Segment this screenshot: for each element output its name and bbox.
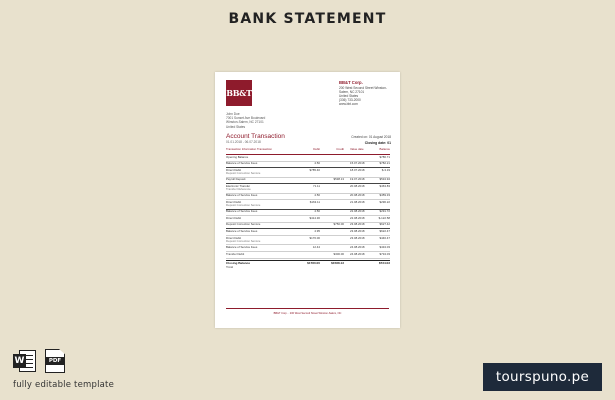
- closing-label-text: Closing Balance: [226, 261, 251, 266]
- row-description-text: Opening Balance: [226, 155, 249, 159]
- row-description-text: Electronic Transfer: [226, 184, 251, 188]
- row-description: [226, 185, 296, 191]
- row-value-date: 21.08.2018: [350, 200, 365, 204]
- bank-info: [339, 80, 397, 107]
- row-balance: $296.22: [379, 200, 390, 204]
- bank-address-line: (336) 733-2000: [339, 98, 361, 103]
- row-balance: $459.33: [379, 194, 390, 198]
- footer-rule: [226, 308, 389, 309]
- row-balance: $291.72: [379, 210, 390, 214]
- row-description-text: Balance of Service Fees: [226, 245, 258, 249]
- row-balance: $622.47: [379, 229, 390, 233]
- row-value-date: 19.07.2018: [350, 178, 365, 182]
- row-debit: 4.50: [314, 210, 320, 214]
- closing-date: Closing date: 01: [364, 141, 391, 145]
- row-balance: $446.47: [379, 236, 390, 240]
- row-description: [226, 178, 296, 181]
- row-balance: $627.42: [379, 223, 390, 227]
- word-badge: W: [14, 356, 25, 366]
- row-description-text: Balance of Service Fees: [226, 229, 258, 233]
- bank-address-line: www.bbt.com: [339, 102, 358, 107]
- closing-debit: $1780.00: [307, 261, 320, 266]
- bank-name: BB&T Corp.: [339, 80, 363, 85]
- header-debit: Debit: [313, 147, 320, 151]
- row-value-date: 20.08.2018: [350, 184, 365, 188]
- row-description: [226, 230, 296, 233]
- transaction-table: [226, 147, 390, 268]
- row-balance: $-3.19: [381, 168, 390, 172]
- table-header: [226, 147, 390, 155]
- row-credit: $538.13: [333, 178, 344, 182]
- row-value-date: 15.07.2018: [350, 162, 365, 166]
- row-description-text: Balance of Service Fees: [226, 194, 258, 198]
- header-desc: Transaction Information Transaction: [226, 147, 273, 151]
- row-description-sub: Deposit Correction Service: [226, 238, 261, 243]
- row-value-date: 23.08.2018: [350, 223, 365, 227]
- word-line: [25, 355, 33, 356]
- row-description: [226, 210, 296, 213]
- file-format-icons: [13, 349, 65, 375]
- header-value-date: Value date: [350, 147, 364, 151]
- row-description: [226, 237, 296, 243]
- row-value-date: 22.08.2018: [350, 216, 365, 220]
- row-description: [226, 156, 296, 159]
- statement-document: [215, 72, 400, 328]
- table-row: [226, 178, 390, 185]
- row-description-text: Direct Debit: [226, 216, 242, 220]
- row-balance: $-122.58: [378, 216, 390, 220]
- row-description-text: Payroll Deposit: [226, 178, 246, 182]
- row-debit: 4.95: [314, 229, 320, 233]
- bank-address-line: 200 West Second Street Winston-: [339, 85, 387, 90]
- closing-label: [226, 261, 296, 269]
- row-debit: $414.30: [309, 216, 320, 220]
- row-balance: $534.94: [379, 178, 390, 182]
- row-description: [226, 162, 296, 165]
- header-balance: Balance: [379, 147, 390, 151]
- row-description: [226, 253, 296, 256]
- customer-line: Winston-Salem, NC 27101: [226, 120, 264, 125]
- table-row: [226, 210, 390, 217]
- transaction-rows: [226, 155, 390, 259]
- row-credit: $300.00: [333, 252, 344, 256]
- table-row: [226, 184, 390, 193]
- closing-row: [226, 260, 390, 268]
- closing-balance: $734.03: [378, 261, 390, 266]
- table-row: [226, 200, 390, 209]
- customer-address: [226, 112, 306, 129]
- row-description-text: Direct Debit: [226, 200, 242, 204]
- statement-period: 01.01.2018 - 06.07.2018: [226, 140, 261, 144]
- site-badge[interactable]: tourspuno.pe: [483, 363, 602, 391]
- row-debit: 12.44: [312, 245, 320, 249]
- header-credit: Credit: [336, 147, 344, 151]
- row-balance: $734.03: [379, 252, 390, 256]
- row-debit: $163.11: [309, 200, 320, 204]
- document-footer: BB&T Corp. · 200 West Second Street Winston-Salem, NC: [273, 312, 342, 315]
- row-balance: $782.21: [379, 162, 390, 166]
- bank-address-line: United States: [339, 93, 359, 98]
- table-row: [226, 229, 390, 236]
- row-description-text: Direct Debit: [226, 168, 242, 172]
- row-description: [226, 169, 296, 175]
- row-description-text: Balance of Service Fees: [226, 162, 258, 166]
- editable-note: fully editable template: [13, 380, 115, 390]
- row-credit: $750.00: [333, 223, 344, 227]
- row-description: [226, 217, 296, 220]
- row-value-date: 18.07.2018: [350, 168, 365, 172]
- row-value-date: 24.08.2018: [350, 245, 365, 249]
- row-debit: 4.50: [314, 194, 320, 198]
- bank-address-line: Salem, NC 27101: [339, 89, 365, 94]
- row-debit: 4.50: [314, 162, 320, 166]
- row-description: [226, 223, 296, 226]
- word-line: [25, 367, 33, 368]
- table-row: [226, 236, 390, 245]
- row-description-text: Direct Debit: [226, 236, 242, 240]
- table-row: [226, 252, 390, 259]
- row-balance: $434.03: [379, 245, 390, 249]
- table-row: [226, 216, 390, 223]
- row-description-text: Transfer Debit: [226, 252, 245, 256]
- table-row: [226, 194, 390, 201]
- word-line: [25, 363, 33, 364]
- table-row: [226, 155, 390, 162]
- row-debit: 71.11: [312, 184, 320, 188]
- row-description-sub: Deposit Correction Service: [226, 170, 261, 175]
- row-value-date: 23.08.2018: [350, 229, 365, 233]
- table-row: [226, 168, 390, 177]
- customer-line: 7001 Sunset Ave Boulevard: [226, 116, 266, 121]
- row-debit: $176.00: [309, 236, 320, 240]
- table-row: [226, 245, 390, 252]
- row-description-sub: Deposit Correction Service: [226, 202, 261, 207]
- word-file-icon[interactable]: [13, 349, 37, 373]
- closing-credit: $1588.13: [331, 261, 344, 266]
- created-on: Created on: 01 August 2018: [351, 135, 391, 139]
- closing-sub-text: Total: [226, 265, 234, 270]
- pdf-file-icon[interactable]: [45, 349, 65, 373]
- customer-line: John Doe: [226, 112, 240, 116]
- bank-logo: BB&T: [226, 80, 252, 106]
- section-title: Account Transaction: [226, 133, 285, 140]
- row-description-sub: Transfer Reference: [226, 186, 251, 191]
- row-description: [226, 246, 296, 249]
- row-balance: $463.83: [379, 184, 390, 188]
- row-value-date: 20.08.2018: [350, 194, 365, 198]
- row-balance: $786.71: [379, 155, 390, 159]
- row-value-date: 24.08.2018: [350, 252, 365, 256]
- row-description: [226, 201, 296, 207]
- page-title: BANK STATEMENT: [228, 11, 387, 27]
- customer-line: United States: [226, 124, 246, 129]
- row-value-date: 22.08.2018: [350, 210, 365, 214]
- row-description-text: Balance of Service Fees: [226, 210, 258, 214]
- row-debit: $785.40: [309, 168, 320, 172]
- row-value-date: 23.08.2018: [350, 236, 365, 240]
- pdf-badge: PDF: [46, 357, 64, 365]
- row-description-text: Deposit Correction Service: [226, 223, 261, 227]
- row-description: [226, 194, 296, 197]
- table-row: [226, 223, 390, 230]
- table-row: [226, 162, 390, 169]
- word-line: [25, 359, 33, 360]
